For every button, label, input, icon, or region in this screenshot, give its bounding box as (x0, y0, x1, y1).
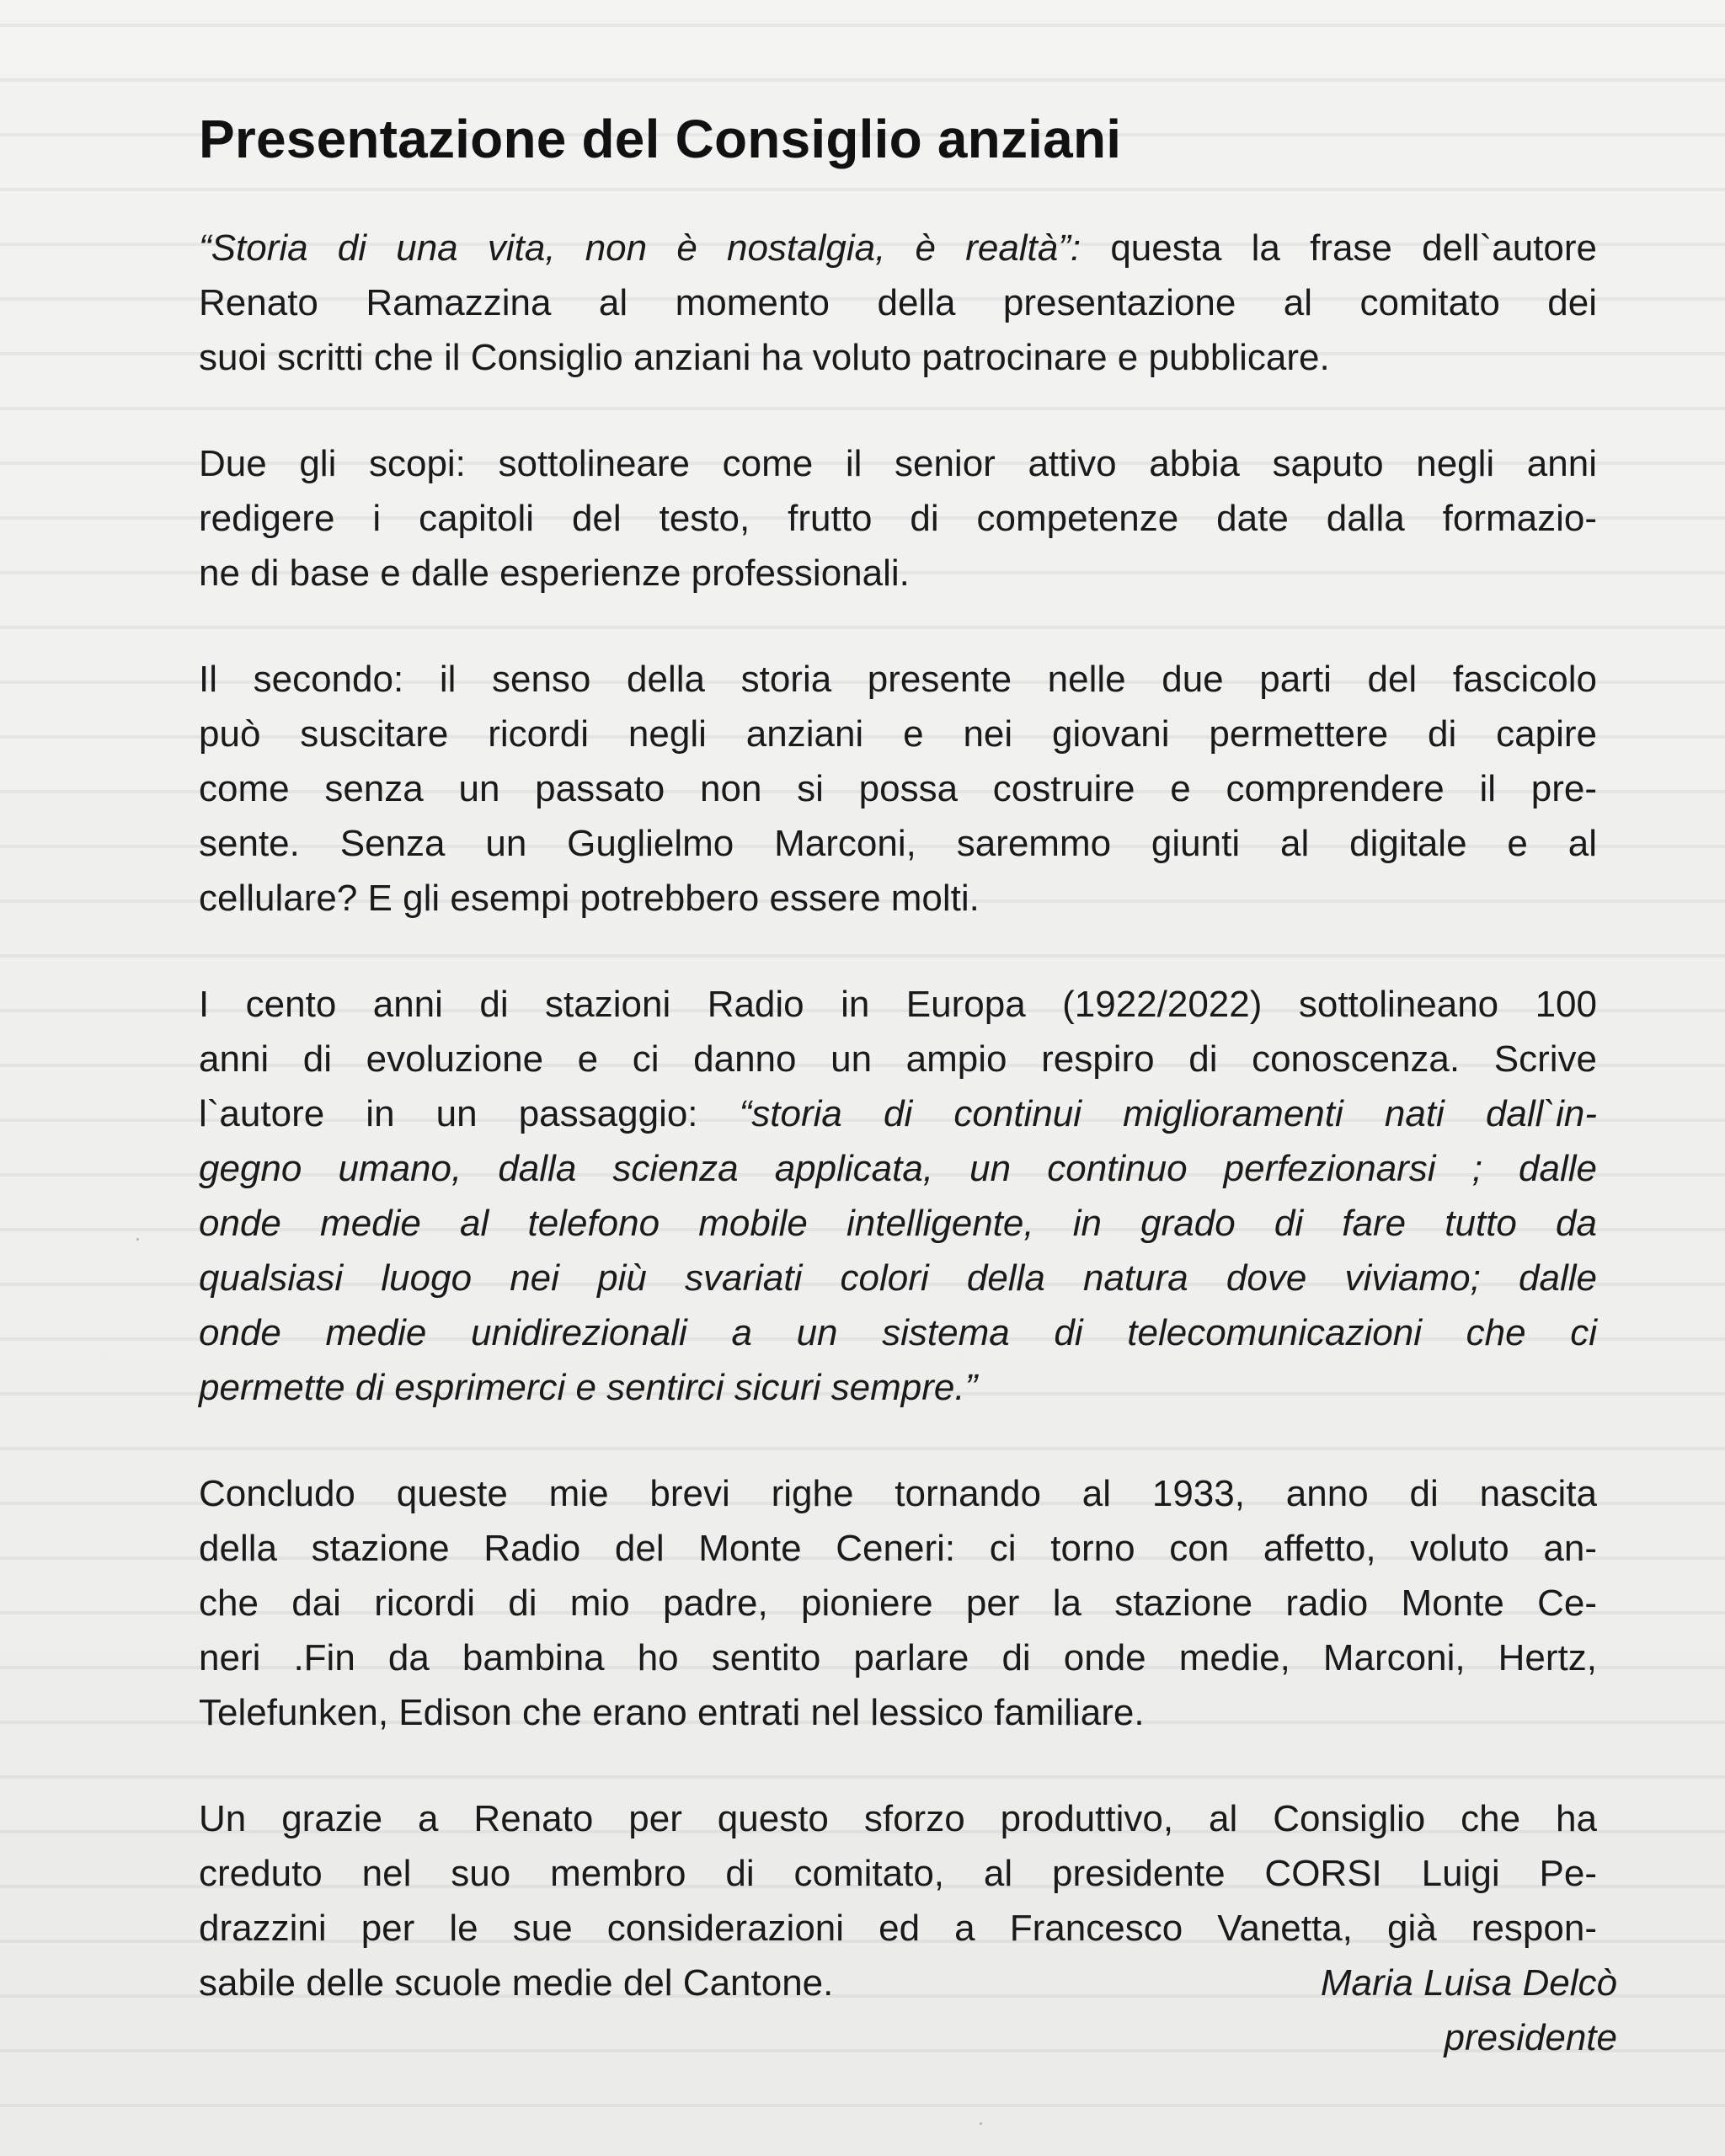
text-line (199, 221, 1597, 275)
signature-role: presidente (1444, 2017, 1617, 2058)
body-text: Il secondo: il senso della storia presente nelle due parti del fascicolo (199, 659, 1597, 700)
body-text: sabile delle scuole medie del Cantone. (199, 1962, 834, 2004)
text-line (199, 1846, 1597, 1901)
document-body (199, 221, 1597, 2062)
body-text: I cento anni di stazioni Radio in Europa (1922/2022) sottolineano 100 (199, 984, 1597, 1025)
text-line (199, 1901, 1597, 1956)
body-text: drazzini per le sue considerazioni ed a Francesco Vanetta, già respon- (199, 1908, 1597, 1949)
body-text: può suscitare ricordi negli anziani e nei giovani permettere di capire (199, 713, 1597, 755)
body-text: Concludo queste mie brevi righe tornando al 1933, anno di nascita (199, 1473, 1597, 1514)
quoted-text: permette di esprimerci e sentirci sicuri sempre.” (199, 1367, 978, 1408)
body-text: l`autore in un passaggio: (199, 1093, 740, 1134)
text-line (199, 1360, 1597, 1415)
signature-block (1321, 1956, 1617, 2065)
text-line (199, 1576, 1597, 1630)
body-text: Telefunken, Edison che erano entrati nel lessico familiare. (199, 1692, 1145, 1733)
text-line (199, 1630, 1597, 1685)
paper-speck (136, 1238, 139, 1241)
quoted-text: “storia di continui miglioramenti nati dall`in- (739, 1093, 1597, 1134)
body-text: redigere i capitoli del testo, frutto di competenze date dalla formazio- (199, 498, 1597, 539)
quoted-text: qualsiasi luogo nei più svariati colori della natura dove viviamo; dalle (199, 1257, 1597, 1299)
body-text: Due gli scopi: sottolineare come il senior attivo abbia saputo negli anni (199, 443, 1597, 484)
quoted-text: onde medie unidirezionali a un sistema di telecomunicazioni che ci (199, 1312, 1597, 1353)
body-text: Un grazie a Renato per questo sforzo produttivo, al Consiglio che ha (199, 1798, 1597, 1839)
body-text: come senza un passato non si possa costruire e comprendere il pre- (199, 768, 1597, 809)
paragraph (199, 1466, 1597, 1740)
text-line (199, 1305, 1597, 1360)
paper-speck (980, 2122, 982, 2125)
page-title: Presentazione del Consiglio anziani (199, 109, 1122, 169)
text-line (199, 436, 1597, 491)
quoted-text: onde medie al telefono mobile intelligente, in grado di fare tutto da (199, 1203, 1597, 1244)
text-line (199, 1251, 1597, 1305)
text-line (199, 761, 1597, 816)
text-line (199, 652, 1597, 707)
body-text: Renato Ramazzina al momento della presentazione al comitato dei (199, 282, 1597, 323)
text-line (199, 1196, 1597, 1251)
paragraph (199, 977, 1597, 1415)
body-text: suoi scritti che il Consiglio anziani ha voluto patrocinare e pubblicare. (199, 337, 1330, 378)
quoted-text: gegno umano, dalla scienza applicata, un continuo perfezionarsi ; dalle (199, 1148, 1597, 1189)
paragraph (199, 436, 1597, 600)
body-text: creduto nel suo membro di comitato, al presidente CORSI Luigi Pe- (199, 1853, 1597, 1894)
text-line (199, 330, 1597, 385)
text-line (199, 977, 1597, 1032)
text-line (199, 1791, 1597, 1846)
text-line (199, 1141, 1597, 1196)
body-text: sente. Senza un Guglielmo Marconi, saremmo giunti al digitale e al (199, 823, 1597, 864)
body-text: ne di base e dalle esperienze professionali. (199, 552, 910, 594)
text-line (199, 1086, 1597, 1141)
paragraph (199, 221, 1597, 385)
text-line (199, 1466, 1597, 1521)
text-line (199, 707, 1597, 761)
text-line (199, 1685, 1597, 1740)
body-text: neri .Fin da bambina ho sentito parlare di onde medie, Marconi, Hertz, (199, 1637, 1597, 1678)
body-text: della stazione Radio del Monte Ceneri: ci torno con affetto, voluto an- (199, 1528, 1597, 1569)
text-line (199, 546, 1597, 600)
text-line (199, 491, 1597, 546)
paragraph (199, 652, 1597, 926)
text-line (199, 1521, 1597, 1576)
body-text: cellulare? E gli esempi potrebbero essere molti. (199, 878, 980, 919)
signature-name: Maria Luisa Delcò (1320, 1962, 1617, 2004)
text-line (199, 275, 1597, 330)
text-line (199, 1032, 1597, 1086)
text-line (199, 816, 1597, 871)
body-text: che dai ricordi di mio padre, pioniere per la stazione radio Monte Ce- (199, 1582, 1597, 1624)
body-text: questa la frase dell`autore (1081, 227, 1597, 269)
quoted-text: “Storia di una vita, non è nostalgia, è realtà”: (199, 227, 1081, 269)
body-text: anni di evoluzione e ci danno un ampio respiro di conoscenza. Scrive (199, 1038, 1597, 1080)
text-line (199, 871, 1597, 926)
